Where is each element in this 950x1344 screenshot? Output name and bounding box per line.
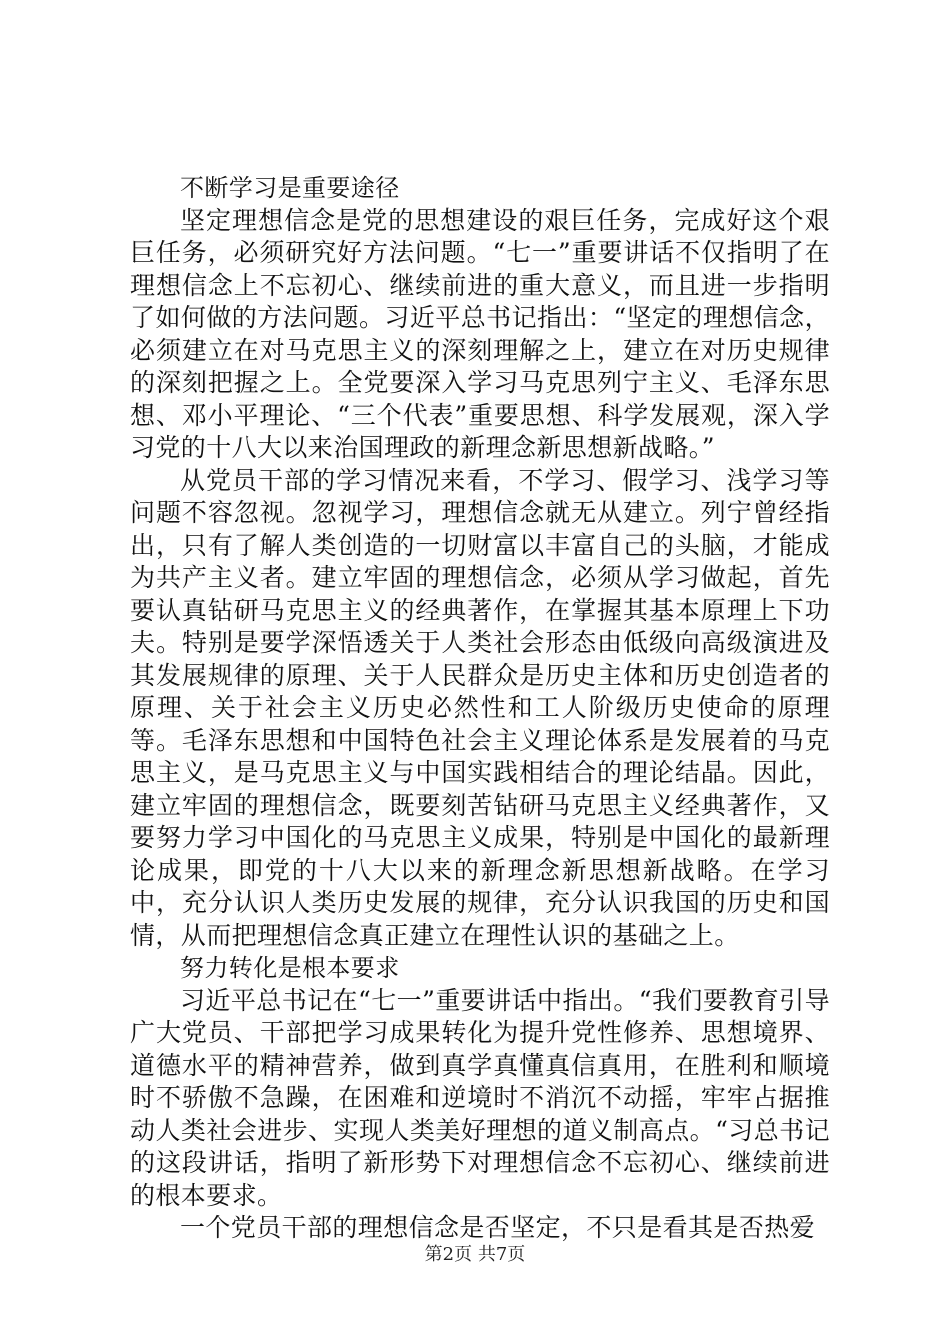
page-number: 第2页 共7页 [424,1244,526,1265]
section-heading-transform: 努力转化是根本要求 [180,954,400,982]
section-heading-study: 不断学习是重要途径 [180,174,400,202]
paragraph: 坚定理想信念是党的思想建设的艰巨任务，完成好这个艰巨任务，必须研究好方法问题。“七一”重要讲话不仅指明了在理想信念上不忘初心、继续前进的重大意义，而且进一步指明了如何做的方法问题。习近平总书记指出：“坚定的理想信念，必须建立在对马克思主义的深刻理解之上，建立在对历史规律的深刻把握之上。全党要深入学习马克思列宁主义、毛泽东思想、邓小平理论、“三个代表”重要思想、科学发展观，深入学习党的十八大以来治国理政的新理念新思想新战略。” [130,205,830,462]
paragraph: 一个党员干部的理想信念是否坚定，不只是看其是否热爱 [180,1213,816,1242]
page-footer [0,1244,950,1266]
paragraph: 习近平总书记在“七一”重要讲话中指出。“我们要教育引导广大党员、干部把学习成果转化为提升党性修养、思想境界、道德水平的精神营养，做到真学真懂真信真用，在胜利和顺境时不骄傲不急躁，在困难和逆境时不消沉不动摇，牢牢占据推动人类社会进步、实现人类美好理想的道义制高点。“习总书记的这段讲话，指明了新形势下对理想信念不忘初心、继续前进的根本要求。 [130,985,830,1210]
document-body [130,172,830,1245]
paragraph: 从党员干部的学习情况来看，不学习、假学习、浅学习等问题不容忽视。忽视学习，理想信念就无从建立。列宁曾经指出，只有了解人类创造的一切财富以丰富自己的头脑，才能成为共产主义者。建立牢固的理想信念，必须从学习做起，首先要认真钻研马克思主义的经典著作，在掌握其基本原理上下功夫。特别是要学深悟透关于人类社会形态由低级向高级演进及其发展规律的原理、关于人民群众是历史主体和历史创造者的原理、关于社会主义历史必然性和工人阶级历史使命的原理等。毛泽东思想和中国特色社会主义理论体系是发展着的马克思主义，是马克思主义与中国实践相结合的理论结晶。因此，建立牢固的理想信念，既要刻苦钻研马克思主义经典著作，又要努力学习中国化的马克思主义成果，特别是中国化的最新理论成果，即党的十八大以来的新理念新思想新战略。在学习中，充分认识人类历史发展的规律，充分认识我国的历史和国情，从而把理想信念真正建立在理性认识的基础之上。 [130,465,830,950]
